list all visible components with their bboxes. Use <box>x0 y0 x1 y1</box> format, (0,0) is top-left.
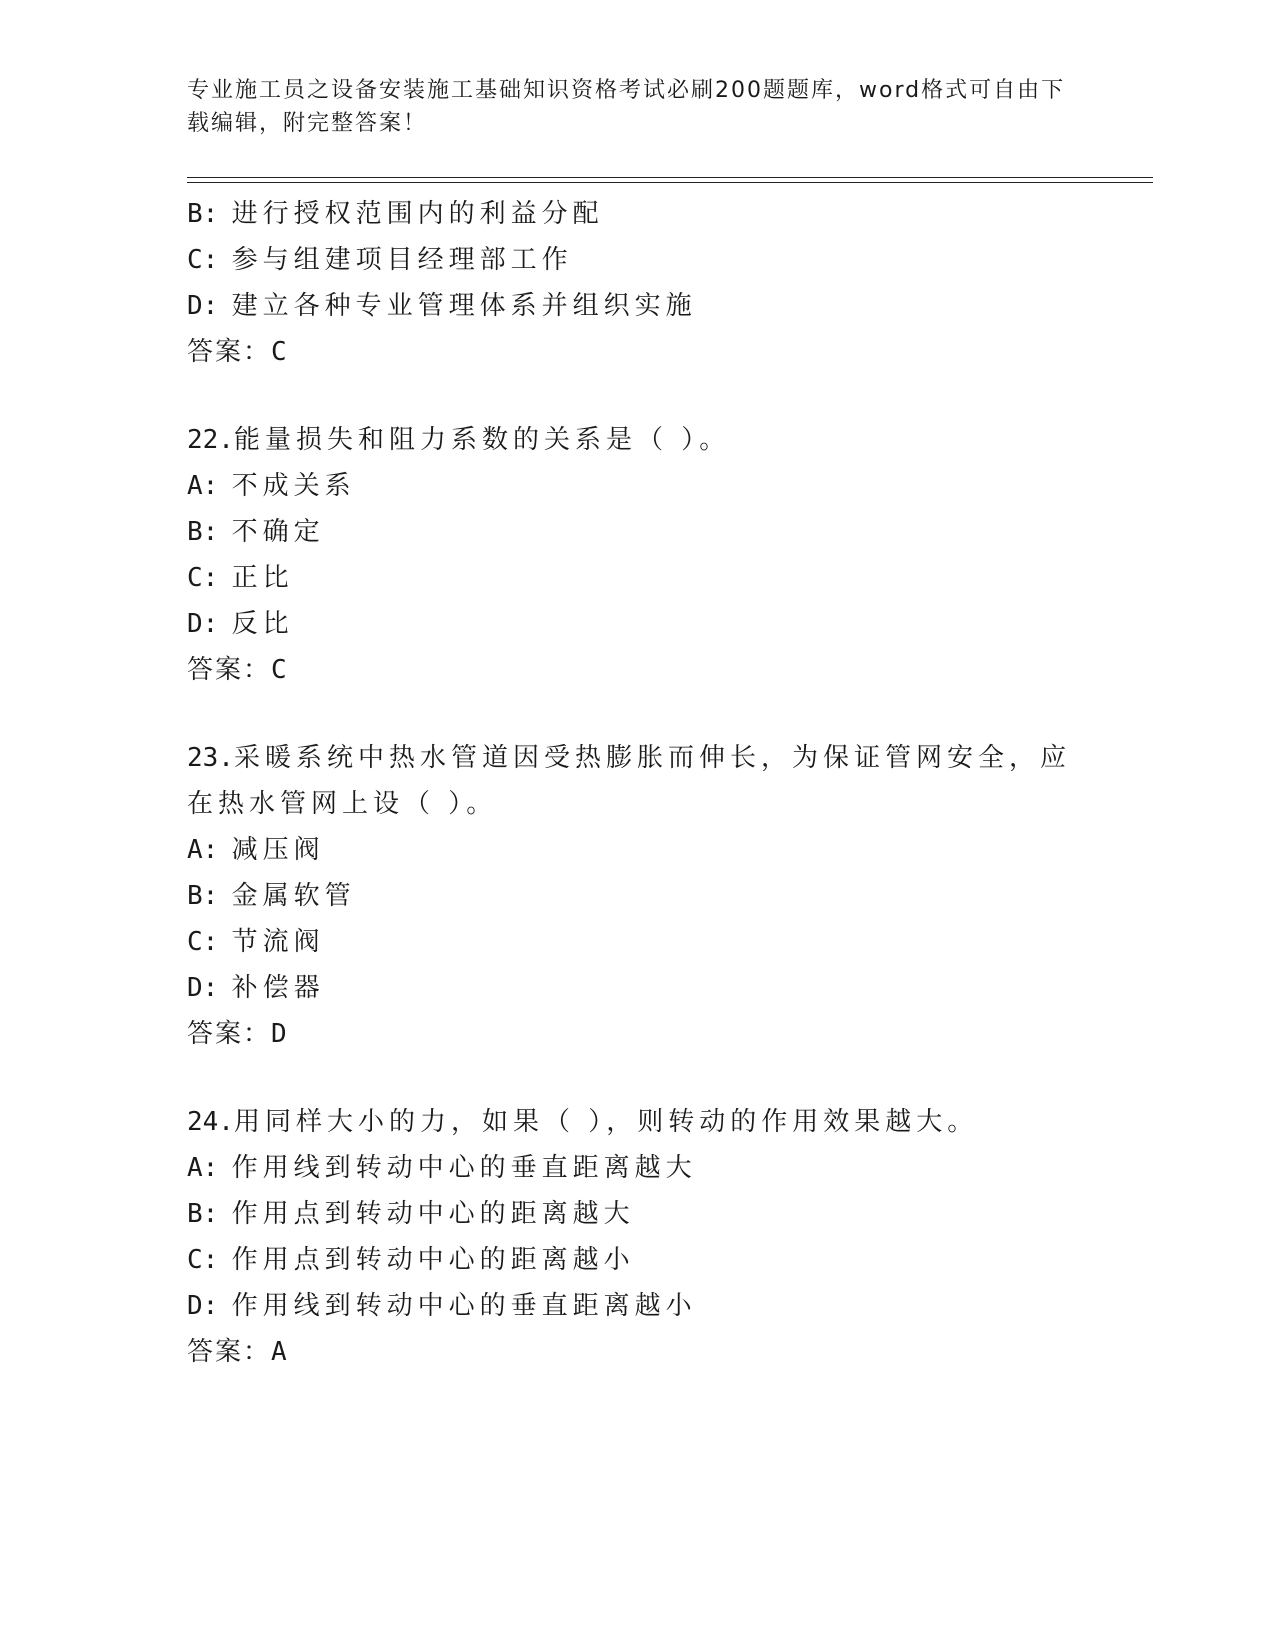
question-number: 23. <box>187 743 234 773</box>
question-number: 22. <box>187 425 234 455</box>
option-text: 参与组建项目经理部工作 <box>231 245 573 275</box>
option-text: 不确定 <box>231 517 325 547</box>
option-c <box>187 919 1087 965</box>
answer-value: C <box>271 337 287 367</box>
option-text: 减压阀 <box>231 835 325 865</box>
option-letter: A: <box>187 1153 219 1183</box>
answer-line <box>187 647 1087 693</box>
option-b <box>187 1191 1087 1237</box>
option-text: 进行授权范围内的利益分配 <box>231 199 604 229</box>
option-text: 作用线到转动中心的垂直距离越大 <box>231 1153 697 1183</box>
option-b <box>187 873 1087 919</box>
option-letter: B: <box>187 1199 219 1229</box>
option-d <box>187 601 1087 647</box>
option-letter: A: <box>187 835 219 865</box>
question-stem: 用同样大小的力，如果（ ），则转动的作用效果越大。 <box>233 1107 979 1137</box>
option-letter: D: <box>187 973 219 1003</box>
option-letter: C: <box>187 1245 219 1275</box>
option-a <box>187 1145 1087 1191</box>
answer-label: 答案： <box>187 1337 272 1367</box>
answer-value: D <box>271 1019 287 1049</box>
question-text <box>187 735 1087 827</box>
answer-value: C <box>271 655 287 685</box>
option-text: 建立各种专业管理体系并组织实施 <box>231 291 697 321</box>
spacer <box>187 693 1087 735</box>
option-letter: A: <box>187 471 219 501</box>
option-text: 反比 <box>231 609 294 639</box>
answer-value: A <box>271 1337 287 1367</box>
option-d <box>187 965 1087 1011</box>
option-letter: B: <box>187 199 219 229</box>
option-letter: C: <box>187 245 219 275</box>
header-divider-top <box>187 177 1153 178</box>
option-d <box>187 1283 1087 1329</box>
option-letter: D: <box>187 609 219 639</box>
answer-line <box>187 1329 1087 1375</box>
answer-label: 答案： <box>187 1019 272 1049</box>
option-text: 节流阀 <box>231 927 325 957</box>
option-c <box>187 237 1087 283</box>
option-d <box>187 283 1087 329</box>
header-divider-bottom <box>187 182 1153 183</box>
option-letter: B: <box>187 517 219 547</box>
option-b <box>187 509 1087 555</box>
document-header: 专业施工员之设备安装施工基础知识资格考试必刷200题题库，word格式可自由下载编辑，附完整答案！ <box>187 78 1066 136</box>
answer-line <box>187 1011 1087 1057</box>
question-stem: 采暖系统中热水管道因受热膨胀而伸长，为保证管网安全，应在热水管网上设（ ）。 <box>187 743 1071 819</box>
option-text: 正比 <box>231 563 294 593</box>
answer-label: 答案： <box>187 655 272 685</box>
option-a <box>187 463 1087 509</box>
option-letter: C: <box>187 927 219 957</box>
spacer <box>187 375 1087 417</box>
option-c <box>187 555 1087 601</box>
option-letter: D: <box>187 1291 219 1321</box>
prev-question-block <box>187 191 1087 375</box>
question-block-23 <box>187 735 1087 1057</box>
option-b <box>187 191 1087 237</box>
option-text: 金属软管 <box>231 881 356 911</box>
option-text: 作用点到转动中心的距离越小 <box>231 1245 635 1275</box>
question-number: 24. <box>187 1107 234 1137</box>
option-text: 不成关系 <box>231 471 356 501</box>
option-text: 补偿器 <box>231 973 325 1003</box>
question-stem: 能量损失和阻力系数的关系是（ ）。 <box>233 425 731 455</box>
option-text: 作用线到转动中心的垂直距离越小 <box>231 1291 697 1321</box>
option-letter: B: <box>187 881 219 911</box>
question-block-22 <box>187 417 1087 693</box>
question-text <box>187 1099 1087 1145</box>
option-letter: C: <box>187 563 219 593</box>
answer-label: 答案： <box>187 337 272 367</box>
option-letter: D: <box>187 291 219 321</box>
question-list <box>187 191 1087 1375</box>
question-text <box>187 417 1087 463</box>
option-c <box>187 1237 1087 1283</box>
option-text: 作用点到转动中心的距离越大 <box>231 1199 635 1229</box>
option-a <box>187 827 1087 873</box>
spacer <box>187 1057 1087 1099</box>
question-block-24 <box>187 1099 1087 1375</box>
answer-line <box>187 329 1087 375</box>
